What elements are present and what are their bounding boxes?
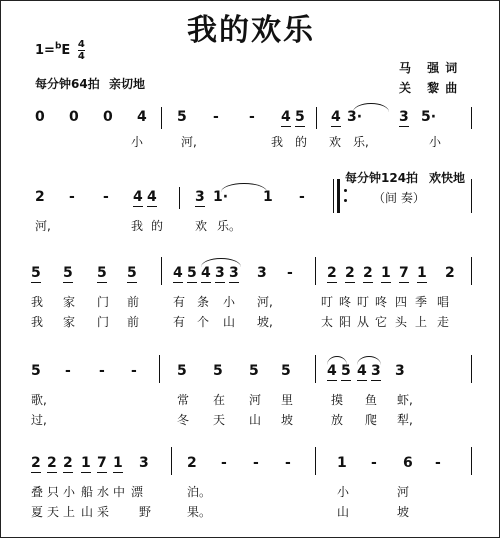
- lyric: 小: [131, 135, 144, 149]
- lyric: 乐,: [353, 135, 369, 149]
- barline: [161, 257, 162, 285]
- barline: [315, 447, 316, 475]
- lyric: 叮: [321, 295, 334, 309]
- lyric: 乐。: [217, 219, 242, 233]
- lyricist-credit: [399, 59, 463, 76]
- barline: [179, 187, 180, 209]
- note: 3: [257, 265, 267, 281]
- note: 4: [331, 109, 341, 125]
- key-note: E: [61, 43, 71, 58]
- lyric: 唱: [437, 295, 450, 309]
- staff-row-3: [1, 263, 500, 333]
- note: 2: [47, 455, 57, 471]
- lyric: 欢: [329, 135, 342, 149]
- note: 2: [445, 265, 455, 281]
- barline: [471, 179, 472, 213]
- lyric: 咚: [339, 295, 352, 309]
- note: 3: [229, 265, 239, 281]
- note: 4: [201, 265, 211, 281]
- note: 5: [31, 265, 41, 281]
- note: 1·: [213, 189, 229, 205]
- lyric: 摸: [331, 393, 344, 407]
- lyric: 只: [47, 485, 60, 499]
- time-num: 4: [77, 39, 85, 50]
- lyric: 漂: [131, 485, 144, 499]
- lyric: 小: [337, 485, 350, 499]
- note: -: [371, 455, 377, 471]
- repeat-dot: [344, 189, 347, 192]
- lyric: 门: [97, 295, 110, 309]
- note: 2: [31, 455, 41, 471]
- note: 1: [81, 455, 91, 471]
- lyric: 放: [331, 413, 344, 427]
- note: 5: [177, 109, 187, 125]
- lyric: 河: [397, 485, 410, 499]
- lyric: 个: [197, 315, 210, 329]
- lyric: 头: [395, 315, 408, 329]
- barline: [171, 447, 172, 475]
- lyric: 天: [47, 505, 60, 519]
- lyric: 爬: [365, 413, 378, 427]
- note: 4: [147, 189, 157, 205]
- lyric: 条: [197, 295, 210, 309]
- note: -: [69, 189, 75, 205]
- lyric: 叮: [357, 295, 370, 309]
- key-flat: b: [54, 41, 62, 52]
- lyric: 过,: [31, 413, 47, 427]
- lyric: 夏: [31, 505, 44, 519]
- lyric: 上: [415, 315, 428, 329]
- note: 0: [69, 109, 79, 125]
- note: 3: [139, 455, 149, 471]
- lyric: 山: [81, 505, 94, 519]
- note: 2: [363, 265, 373, 281]
- note: -: [249, 109, 255, 125]
- note: 5: [97, 265, 107, 281]
- lyric: 坡,: [257, 315, 273, 329]
- lyric: 走: [437, 315, 450, 329]
- lyric: 歌,: [31, 393, 47, 407]
- barline: [161, 107, 162, 129]
- note: 5: [295, 109, 305, 125]
- staff-row-2: [1, 187, 500, 239]
- lyric: 欢: [195, 219, 208, 233]
- note: 7: [97, 455, 107, 471]
- repeat-barline: [337, 179, 340, 213]
- note: 1: [263, 189, 273, 205]
- tempo-marking: 每分钟64拍: [35, 77, 100, 91]
- note: 6: [403, 455, 413, 471]
- expression-marking-2: 欢快地: [429, 171, 466, 185]
- lyric: 咚: [375, 295, 388, 309]
- lyric: 我: [31, 295, 44, 309]
- lyric: 中: [113, 485, 126, 499]
- lyric: 果。: [187, 505, 212, 519]
- note: 3·: [347, 109, 363, 125]
- barline: [471, 355, 472, 383]
- lyric: 我: [271, 135, 284, 149]
- lyric: 门: [97, 315, 110, 329]
- note: 4: [137, 109, 147, 125]
- lyric: 叠: [31, 485, 44, 499]
- lyric: 季: [415, 295, 428, 309]
- note: -: [103, 189, 109, 205]
- barline: [315, 355, 316, 383]
- tempo-marking-2: 每分钟124拍: [345, 171, 419, 185]
- expression-marking: 亲切地: [109, 77, 146, 91]
- lyric: 太: [321, 315, 334, 329]
- barline: [333, 179, 334, 213]
- lyric: 小: [223, 295, 236, 309]
- lyric: 坡: [281, 413, 294, 427]
- lyric: 阳: [339, 315, 352, 329]
- lyric: 泊。: [187, 485, 212, 499]
- note: 3: [399, 109, 409, 125]
- lyric: 河: [249, 393, 262, 407]
- note: 3: [195, 189, 205, 205]
- note: -: [99, 363, 105, 379]
- note: 1: [113, 455, 123, 471]
- lyric: 鱼: [365, 393, 378, 407]
- lyric: 山: [337, 505, 350, 519]
- note: 2: [63, 455, 73, 471]
- note: 2: [187, 455, 197, 471]
- note: 0: [35, 109, 45, 125]
- lyricist-role: 词: [445, 61, 464, 75]
- lyric: 冬: [177, 413, 190, 427]
- lyric: 山: [223, 315, 236, 329]
- note: 4: [357, 363, 367, 379]
- note: 3: [395, 363, 405, 379]
- note: 2: [327, 265, 337, 281]
- note: 4: [327, 363, 337, 379]
- note: 3: [215, 265, 225, 281]
- staff-row-4: [1, 361, 500, 431]
- lyric: 天: [213, 413, 226, 427]
- staff-row-5: [1, 453, 500, 533]
- repeat-dot: [344, 199, 347, 202]
- note: 5: [187, 265, 197, 281]
- lyric: 有: [173, 295, 186, 309]
- lyric: 河,: [257, 295, 273, 309]
- lyric: 常: [177, 393, 190, 407]
- note: 1: [337, 455, 347, 471]
- lyric: 河,: [35, 219, 51, 233]
- lyric: 它: [375, 315, 388, 329]
- note: -: [287, 265, 293, 281]
- note: 7: [399, 265, 409, 281]
- lyric: 小: [63, 485, 76, 499]
- lyric: 小: [429, 135, 442, 149]
- lyric: 我: [131, 219, 144, 233]
- lyric: 犁,: [397, 413, 413, 427]
- lyric: 山: [249, 413, 262, 427]
- note: 1: [417, 265, 427, 281]
- note: 3: [371, 363, 381, 379]
- barline: [159, 355, 160, 383]
- note: -: [299, 189, 305, 205]
- lyric: 里: [281, 393, 294, 407]
- lyric: 上: [63, 505, 76, 519]
- note: 4: [173, 265, 183, 281]
- note: -: [285, 455, 291, 471]
- lyric: 水: [97, 485, 110, 499]
- lyric: 有: [173, 315, 186, 329]
- composer-role: 曲: [445, 81, 464, 95]
- note: -: [65, 363, 71, 379]
- barline: [471, 257, 472, 285]
- time-signature: [78, 39, 85, 62]
- note: 5: [127, 265, 137, 281]
- lyric: 四: [395, 295, 408, 309]
- lyric: 坡: [397, 505, 410, 519]
- note: 5: [341, 363, 351, 379]
- interlude-label: （间 奏）: [373, 191, 425, 205]
- staff-row-1: [1, 107, 500, 157]
- note: -: [131, 363, 137, 379]
- note: 0: [103, 109, 113, 125]
- key-signature: [35, 39, 85, 62]
- note: 5: [281, 363, 291, 379]
- note: 1: [381, 265, 391, 281]
- lyric: 的: [151, 219, 164, 233]
- lyric: 采: [97, 505, 110, 519]
- lyric: 家: [63, 295, 76, 309]
- lyric: 虾,: [397, 393, 413, 407]
- song-title: 我的欢乐: [187, 13, 315, 48]
- note: 4: [281, 109, 291, 125]
- barline: [471, 107, 472, 129]
- lyricist-name: 马 强: [399, 61, 446, 75]
- note: -: [253, 455, 259, 471]
- barline: [316, 107, 317, 129]
- lyric: 我: [31, 315, 44, 329]
- note: 4: [133, 189, 143, 205]
- lyric: 船: [81, 485, 94, 499]
- note: 5·: [421, 109, 437, 125]
- lyric: 河,: [181, 135, 197, 149]
- note: 5: [249, 363, 259, 379]
- lyric: 的: [295, 135, 308, 149]
- lyric: 家: [63, 315, 76, 329]
- note: -: [221, 455, 227, 471]
- time-den: 4: [77, 51, 85, 62]
- note: 5: [63, 265, 73, 281]
- note: 5: [177, 363, 187, 379]
- note: -: [213, 109, 219, 125]
- note: -: [435, 455, 441, 471]
- note: 2: [345, 265, 355, 281]
- note: 2: [35, 189, 45, 205]
- lyric: 前: [127, 315, 140, 329]
- barline: [315, 257, 316, 285]
- lyric: 野: [139, 505, 152, 519]
- lyric: 从: [357, 315, 370, 329]
- note: 5: [31, 363, 41, 379]
- composer-name: 关 黎: [399, 81, 446, 95]
- composer-credit: [399, 79, 463, 96]
- note: 5: [213, 363, 223, 379]
- key-prefix: 1=: [35, 43, 55, 58]
- lyric: 前: [127, 295, 140, 309]
- lyric: 在: [213, 393, 226, 407]
- barline: [471, 447, 472, 475]
